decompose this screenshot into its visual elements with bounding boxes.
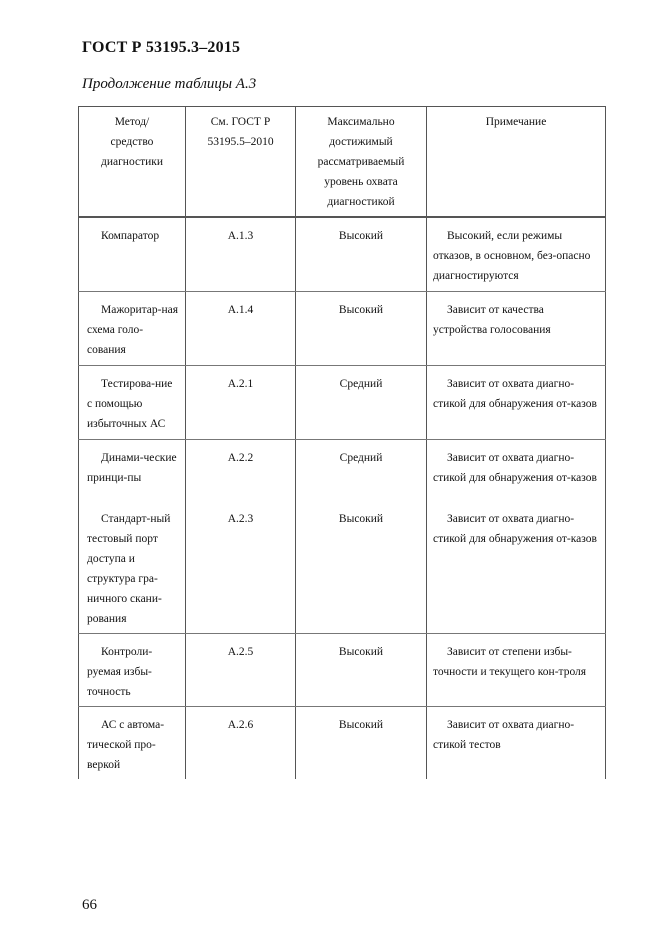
method-text: Тестирова-ние с помощью избыточных АС <box>87 377 173 430</box>
cell-method <box>79 707 186 780</box>
method-text: Компаратор <box>101 230 160 242</box>
cell-note <box>427 507 606 634</box>
header-method: Метод/ средство диагностики <box>79 107 186 218</box>
table-row <box>79 217 606 291</box>
cell-reference: А.1.4 <box>186 291 296 365</box>
method-text: Мажоритар-ная схема голо-сования <box>87 303 179 356</box>
cell-coverage: Средний <box>296 439 427 507</box>
cell-method <box>79 217 186 291</box>
cell-reference: А.2.6 <box>186 707 296 780</box>
cell-coverage: Средний <box>296 365 427 439</box>
header-reference: См. ГОСТ Р 53195.5–2010 <box>186 107 296 218</box>
cell-reference: А.1.3 <box>186 217 296 291</box>
cell-note <box>427 291 606 365</box>
cell-coverage: Высокий <box>296 707 427 780</box>
note-text: Зависит от степени избы-точности и текущего кон-троля <box>433 646 587 678</box>
cell-note <box>427 217 606 291</box>
cell-method <box>79 507 186 634</box>
table-row <box>79 439 606 507</box>
cell-reference: А.2.3 <box>186 507 296 634</box>
cell-method <box>79 634 186 707</box>
cell-method <box>79 291 186 365</box>
header-note: Примечание <box>427 107 606 218</box>
cell-method <box>79 439 186 507</box>
document-id: ГОСТ Р 53195.3–2015 <box>82 39 241 56</box>
cell-note <box>427 634 606 707</box>
method-text: Контроли-руемая избы-точность <box>87 646 153 698</box>
table-row <box>79 291 606 365</box>
table-row <box>79 365 606 439</box>
header-coverage: Максимально достижимый рассматриваемый уровень охвата диагностикой <box>296 107 427 218</box>
table-header-row <box>79 107 606 218</box>
method-text: АС с автома-тической про-веркой <box>87 719 165 771</box>
note-text: Зависит от охвата диагно-стикой для обнаружения от-казов <box>433 377 597 410</box>
note-text: Зависит от охвата диагно-стикой для обнаружения от-казов <box>433 513 597 545</box>
cell-reference: А.2.5 <box>186 634 296 707</box>
table-row <box>79 707 606 780</box>
cell-note <box>427 707 606 780</box>
method-text: Стандарт-ный тестовый порт доступа и структура гра-ничного скани-рования <box>87 513 171 625</box>
cell-coverage: Высокий <box>296 634 427 707</box>
cell-reference: А.2.1 <box>186 365 296 439</box>
cell-method <box>79 365 186 439</box>
table-row <box>79 634 606 707</box>
cell-note <box>427 439 606 507</box>
cell-note <box>427 365 606 439</box>
method-text: Динами-ческие принци-пы <box>87 451 177 484</box>
cell-coverage: Высокий <box>296 291 427 365</box>
note-text: Зависит от охвата диагно-стикой тестов <box>433 719 575 751</box>
note-text: Зависит от качества устройства голосования <box>433 303 551 336</box>
cell-reference: А.2.2 <box>186 439 296 507</box>
table-caption: Продолжение таблицы А.3 <box>82 76 257 92</box>
page-number: 66 <box>82 897 97 913</box>
cell-coverage: Высокий <box>296 217 427 291</box>
table-row <box>79 507 606 634</box>
diagnostics-table <box>78 106 606 779</box>
cell-coverage: Высокий <box>296 507 427 634</box>
note-text: Высокий, если режимы отказов, в основном, без-опасно диагностируются <box>433 230 591 282</box>
note-text: Зависит от охвата диагно-стикой для обнаружения от-казов <box>433 451 597 484</box>
